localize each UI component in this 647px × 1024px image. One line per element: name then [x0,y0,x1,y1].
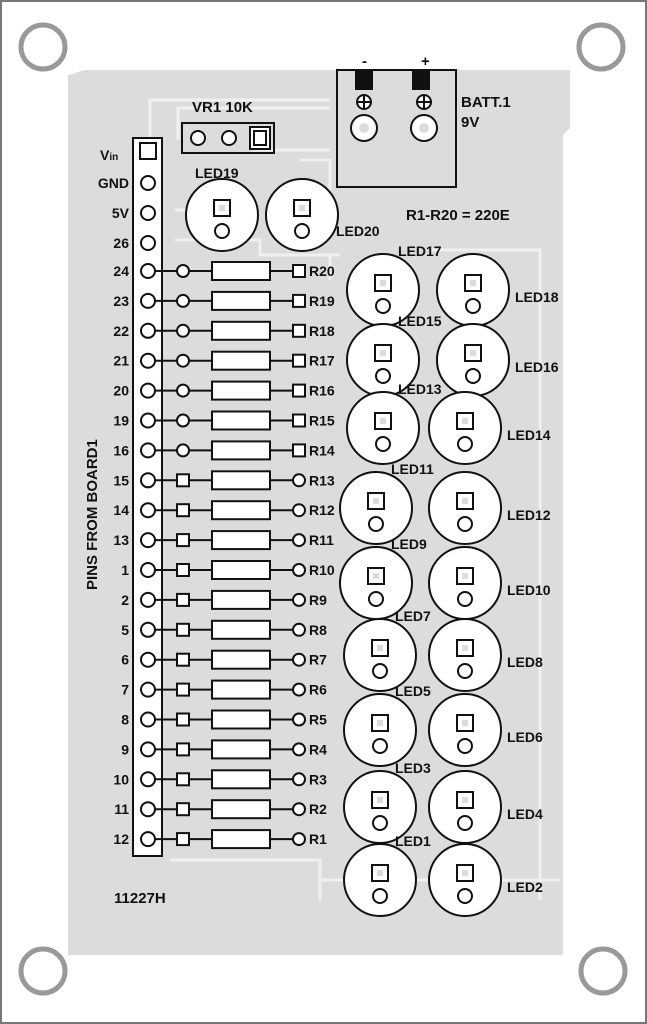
header-pin-pad [141,653,155,667]
resistor-pad [177,474,189,486]
led-pad-hole [462,498,468,504]
resistor-pad [293,474,305,486]
led-label: LED1 [395,833,431,849]
resistor-body [212,591,270,609]
resistor-pad [177,773,189,785]
resistor-pad [293,265,305,277]
resistor-label: R3 [309,771,327,788]
resistor-body [212,770,270,788]
led-pad-hole [462,418,468,424]
led-round-pad [215,224,229,238]
header-pin-label: 19 [113,412,129,429]
resistor-pad [293,803,305,815]
resistor-pad [177,295,189,307]
resistor-pad [293,534,305,546]
led-round-pad [458,739,472,753]
resistor-label: R20 [309,263,335,279]
resistor-body [212,441,270,459]
led-round-pad [295,224,309,238]
header-pin-label: 16 [113,442,129,459]
resistor-body [212,621,270,639]
led-label: LED5 [395,683,431,699]
led-round-pad [458,592,472,606]
pin-row [113,412,334,430]
header-pin-label: 5V [111,205,129,221]
resistor-label: R13 [309,472,335,489]
led-pad-hole [462,797,468,803]
led-label: LED7 [395,608,431,624]
led-label: LED11 [391,461,434,477]
header-vertical-label: PINS FROM BOARD1 [84,439,101,590]
resistor-pad [293,714,305,726]
battery-voltage: 9V [461,114,480,131]
led-round-pad [458,889,472,903]
header-pin-pad [141,772,155,786]
resistor-body [212,471,270,489]
header-pin-label: 22 [113,322,129,339]
header-pin-pad [141,593,155,607]
led-pad-hole [373,573,379,579]
pin-row [121,740,327,758]
header-pin-pad [141,236,155,250]
pin-row [113,292,334,310]
resistor-pad [177,504,189,516]
resistor-label: R14 [309,442,335,459]
pin-row [121,681,327,699]
resistor-pad [177,325,189,337]
resistor-body [212,501,270,519]
resistor-pad [293,773,305,785]
led-label: LED9 [391,536,427,552]
header-pin-label: 1 [121,562,129,578]
led-label: LED19 [195,165,239,181]
header-pin-pad [141,264,155,278]
header-pin-label: 6 [121,651,129,668]
header-pin-pad [141,623,155,637]
header-pin-label: 20 [113,382,129,399]
header-pin-label: 24 [113,263,129,279]
led-round-pad [369,517,383,531]
resistor-body [212,651,270,669]
resistor-body [212,382,270,400]
led-round-pad [373,739,387,753]
resistor-body [212,830,270,848]
resistor-pad [293,743,305,755]
led-round-pad [458,664,472,678]
resistor-label: R4 [309,741,327,758]
resistor-body [212,292,270,310]
led-pad-hole [377,720,383,726]
resistor-body [212,711,270,729]
resistor-pad [177,564,189,576]
resistor-note: R1-R20 = 220E [406,207,510,224]
header-pin-pad [141,443,155,457]
vin-pad [140,143,156,159]
resistor-pad [293,385,305,397]
led-pad-hole [462,645,468,651]
led-pad-hole [462,870,468,876]
pin-row [113,441,334,459]
header-pin-pad [141,294,155,308]
led-label: LED6 [507,729,543,745]
resistor-pad [177,385,189,397]
pin-row [121,591,327,609]
resistor-pad [177,444,189,456]
led-round-pad [373,889,387,903]
resistor-pad [177,265,189,277]
header-pin-label: 14 [113,502,129,519]
header-pin-pad [141,473,155,487]
resistor-body [212,262,270,280]
header-pin-label: 13 [113,532,129,549]
led-round-pad [369,592,383,606]
header-pin-label: 12 [113,831,129,848]
pin-row [113,262,334,280]
led-pad-hole [380,280,386,286]
battery-minus-label: - [362,53,367,70]
resistor-pad [177,415,189,427]
led-pad-hole [380,418,386,424]
resistor-label: R18 [309,322,335,339]
resistor-body [212,322,270,340]
led-pad-hole [377,870,383,876]
header-pin-label: 15 [113,472,129,489]
header-pin-label: GND [97,175,129,191]
pin-row [113,531,334,549]
resistor-pad [293,624,305,636]
pin-row [113,352,334,370]
resistor-pad [293,504,305,516]
pin-row [121,651,327,669]
led-round-pad [458,437,472,451]
resistor-pad [293,325,305,337]
resistor-body [212,561,270,579]
led-pad-hole [377,797,383,803]
led-pad-hole [299,205,305,211]
led-label: LED15 [398,313,442,329]
led-label: LED16 [515,359,559,375]
header-pin-pad [141,742,155,756]
led-pad-hole [462,573,468,579]
header-pin-pad [141,414,155,428]
resistor-label: R5 [309,711,327,728]
led-round-pad [458,517,472,531]
resistor-label: R8 [309,621,327,638]
resistor-body [212,412,270,430]
resistor-pad [293,415,305,427]
resistor-label: R15 [309,412,335,429]
header-pin-label: 10 [113,771,129,788]
header-pin-label: 7 [121,681,129,698]
resistor-pad [177,803,189,815]
header-pin-label: 26 [113,235,129,251]
resistor-label: R10 [309,562,335,578]
header-pin-label: 5 [121,621,129,638]
led-pad-hole [380,350,386,356]
led-round-pad [376,299,390,313]
header-pin-pad [141,563,155,577]
battery-plus-label: + [421,53,430,70]
header-pin-label: 2 [121,591,129,608]
led-label: LED18 [515,289,559,305]
resistor-pad [177,684,189,696]
led-round-pad [376,369,390,383]
resistor-pad [293,833,305,845]
resistor-label: R19 [309,292,335,309]
board-code: 11227H [114,890,166,907]
pin-row [121,621,327,639]
header-pin-pad [141,354,155,368]
resistor-label: R6 [309,681,327,698]
led-label: LED20 [336,223,380,239]
header-pin-label: 21 [113,352,129,369]
pin-row [121,711,327,729]
header-pin-pad [141,503,155,517]
resistor-pad [293,355,305,367]
resistor-body [212,681,270,699]
resistor-label: R9 [309,591,327,608]
header-pin-label: 8 [121,711,129,728]
header-pin-label: 11 [114,801,129,818]
resistor-pad [177,594,189,606]
resistor-body [212,352,270,370]
led-pad-hole [470,280,476,286]
led-label: LED13 [398,381,442,397]
header-pin-pad [141,324,155,338]
resistor-pad [293,564,305,576]
header-pin-pad [141,206,155,220]
vin-label: Vin [100,147,119,163]
led-round-pad [373,664,387,678]
header-pin-pad [141,176,155,190]
resistor-label: R11 [309,532,334,549]
resistor-pad [177,624,189,636]
resistor-body [212,800,270,818]
led-label: LED10 [507,582,551,598]
header-pin-pad [141,683,155,697]
resistor-label: R17 [309,352,335,369]
pin-row [113,501,334,519]
resistor-pad [293,444,305,456]
resistor-body [212,531,270,549]
resistor-label: R2 [309,801,327,818]
resistor-pad [293,684,305,696]
led-label: LED2 [507,879,543,895]
pin-row [113,322,334,340]
header-pin-pad [141,384,155,398]
pin-row [113,382,334,400]
led-label: LED4 [507,806,543,822]
led-pad-hole [470,350,476,356]
led-round-pad [466,299,480,313]
resistor-body [212,740,270,758]
led-round-pad [376,437,390,451]
resistor-pad [293,594,305,606]
resistor-pad [293,295,305,307]
led-pad-hole [373,498,379,504]
resistor-pad [177,743,189,755]
pin-row [113,471,334,489]
header-pin-pad [141,832,155,846]
header-pin-pad [141,533,155,547]
vr1-label: VR1 10K [192,99,253,116]
header-pin-label: 9 [121,741,129,758]
led-label: LED17 [398,243,442,259]
led-round-pad [373,816,387,830]
resistor-pad [177,355,189,367]
header-pin-pad [141,713,155,727]
led-label: LED12 [507,507,551,523]
led-pad-hole [462,720,468,726]
led-round-pad [466,369,480,383]
led-label: LED3 [395,760,431,776]
header-pin-label: 23 [113,292,129,309]
led-pad-hole [377,645,383,651]
resistor-label: R16 [309,382,335,399]
battery-label: BATT.1 [461,94,511,111]
resistor-pad [177,534,189,546]
resistor-pad [177,714,189,726]
resistor-label: R7 [309,651,327,668]
resistor-label: R1 [309,831,327,848]
resistor-label: R12 [309,502,335,519]
led-pad-hole [219,205,225,211]
led-label: LED8 [507,654,543,670]
resistor-pad [293,654,305,666]
resistor-pad [177,654,189,666]
led-label: LED14 [507,427,551,443]
header-pin-pad [141,802,155,816]
resistor-pad [177,833,189,845]
led-round-pad [458,816,472,830]
